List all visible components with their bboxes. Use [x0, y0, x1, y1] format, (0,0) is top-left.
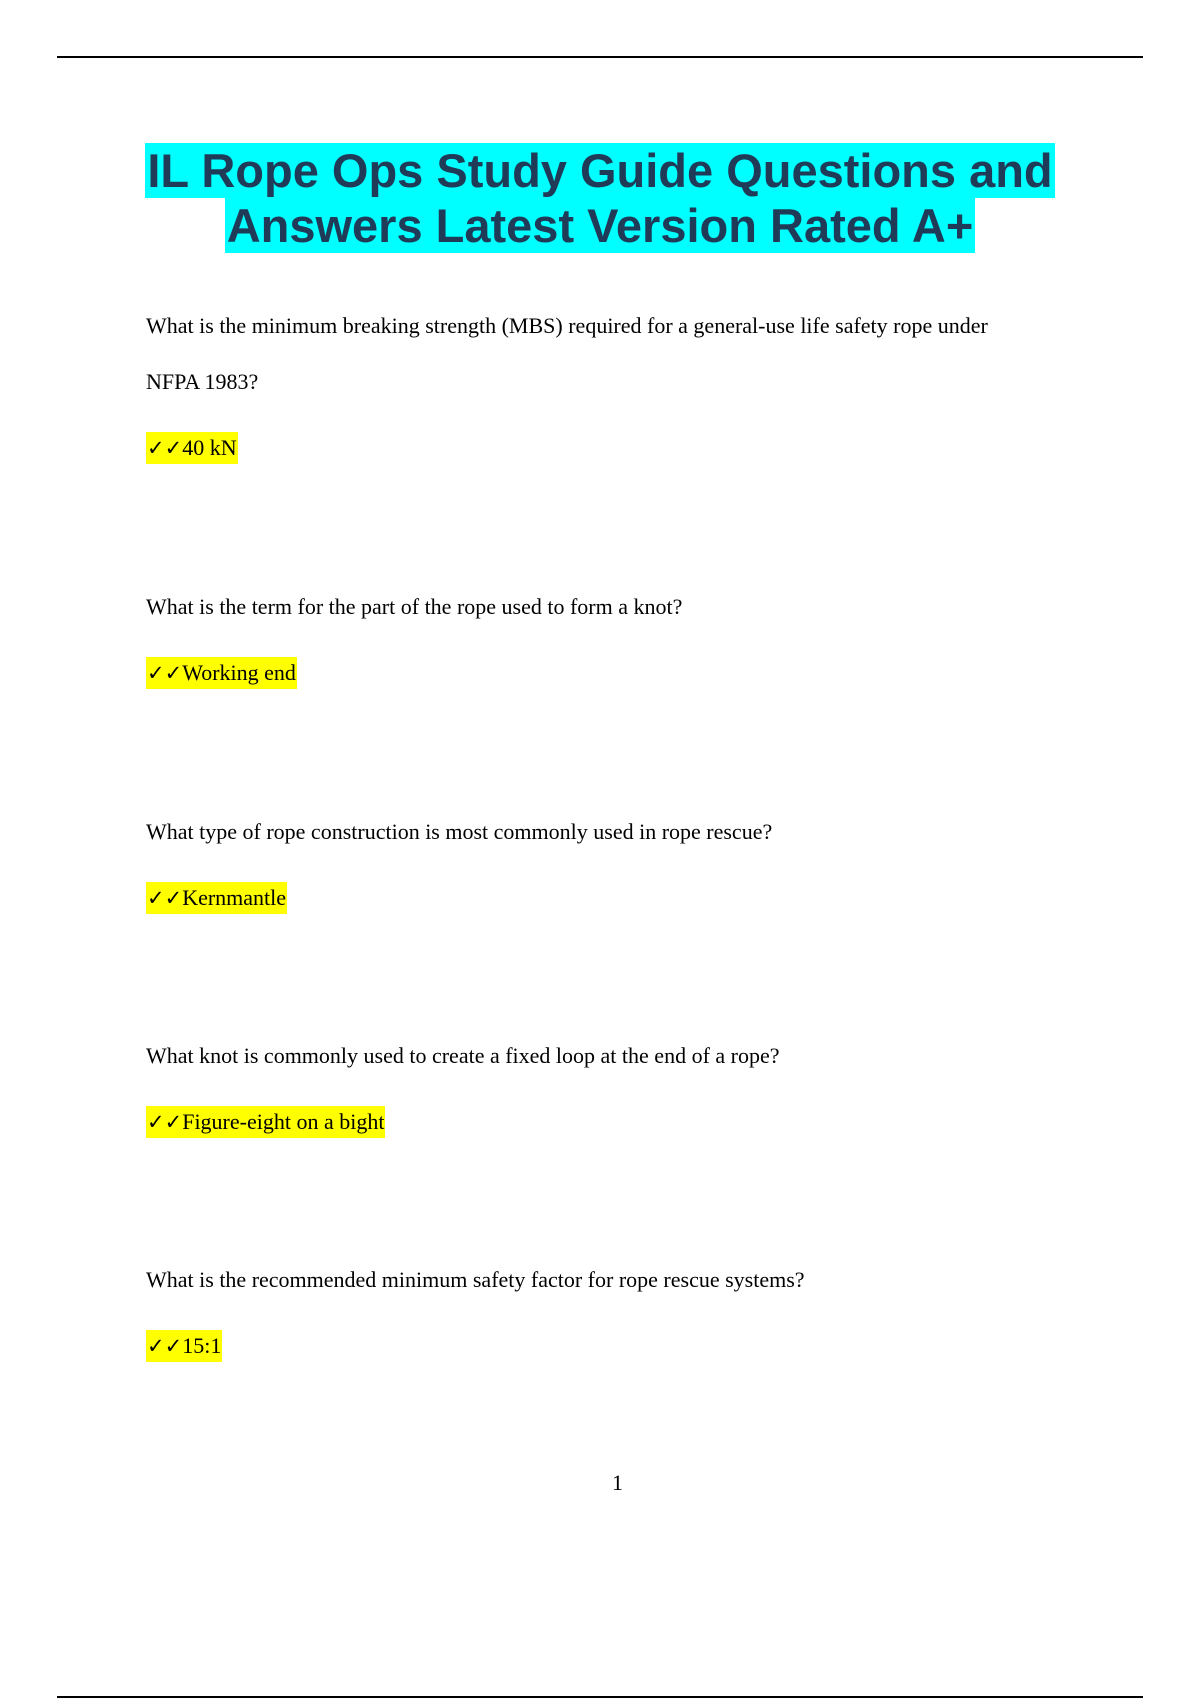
answer-2-text: Working end [182, 660, 296, 685]
qa-item-3 [146, 804, 1086, 914]
double-check-icon: ✓✓ [147, 1110, 183, 1134]
document-title [57, 143, 1143, 253]
double-check-icon: ✓✓ [147, 661, 183, 685]
qa-item-2 [146, 579, 1086, 689]
answer-4-text: Figure-eight on a bight [182, 1109, 385, 1134]
header-rule [57, 56, 1143, 58]
question-3: What type of rope construction is most commonly used in rope rescue? [146, 819, 773, 844]
title-line-1: IL Rope Ops Study Guide Questions and [147, 144, 1053, 197]
question-1-line-2: NFPA 1983? [146, 369, 259, 394]
double-check-icon: ✓✓ [147, 886, 183, 910]
answer-5-text: 15:1 [182, 1333, 222, 1358]
answer-1-text: 40 kN [182, 435, 237, 460]
qa-item-5 [146, 1252, 1086, 1362]
question-1-line-1: What is the minimum breaking strength (MBS) required for a general-use life safety rope under [146, 313, 988, 338]
question-1 [146, 298, 1086, 410]
answer-2 [146, 657, 297, 689]
answer-1 [146, 432, 238, 464]
double-check-icon: ✓✓ [147, 436, 183, 460]
question-4: What knot is commonly used to create a fixed loop at the end of a rope? [146, 1043, 780, 1068]
answer-5 [146, 1330, 222, 1362]
footer-rule [57, 1696, 1143, 1698]
title-line-2: Answers Latest Version Rated A+ [226, 199, 974, 252]
double-check-icon: ✓✓ [147, 1334, 183, 1358]
qa-item-4 [146, 1028, 1086, 1138]
answer-4 [146, 1106, 385, 1138]
answer-3 [146, 882, 287, 914]
question-2: What is the term for the part of the rope used to form a knot? [146, 594, 683, 619]
answer-3-text: Kernmantle [182, 885, 287, 910]
page-number: 1 [612, 1470, 623, 1495]
qa-item-1 [146, 298, 1086, 464]
question-5: What is the recommended minimum safety factor for rope rescue systems? [146, 1267, 805, 1292]
